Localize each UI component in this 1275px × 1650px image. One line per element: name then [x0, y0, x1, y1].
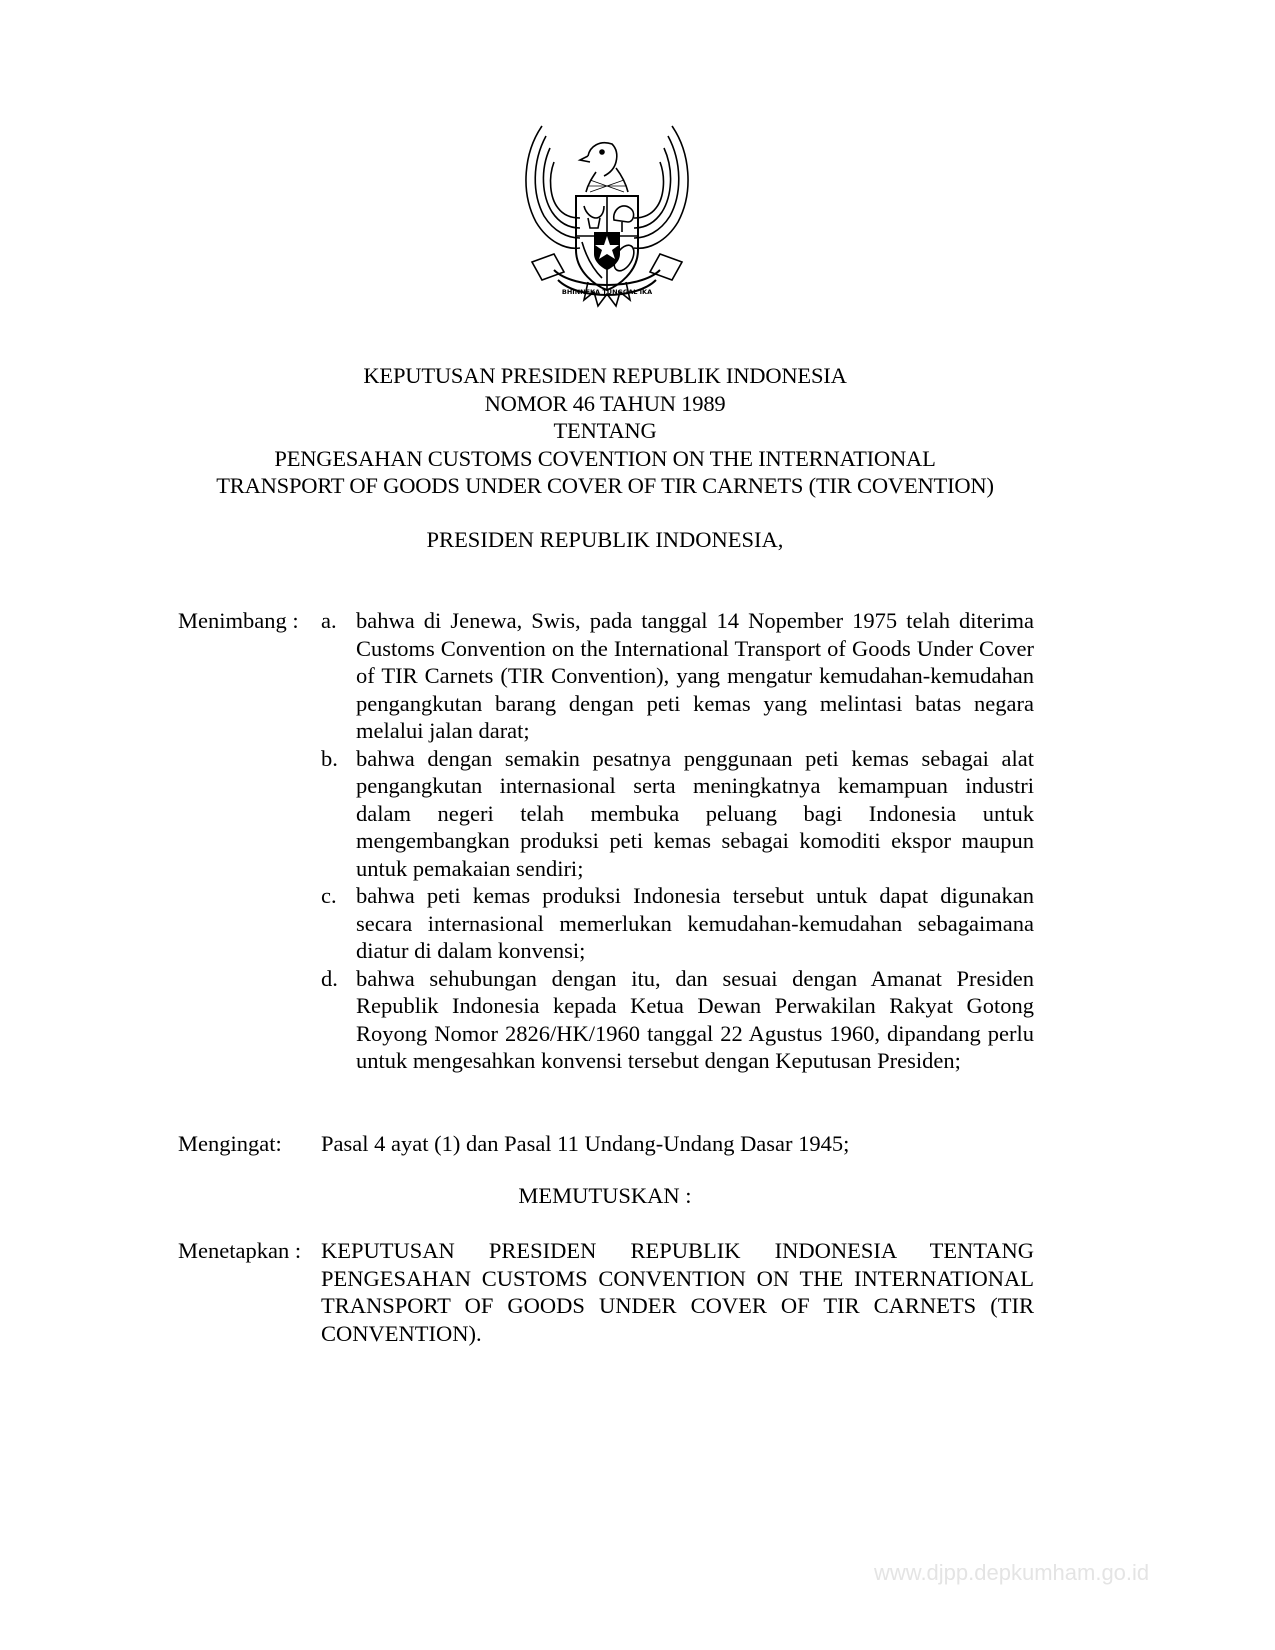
- list-item: [321, 965, 1034, 1075]
- watermark-url: www.djpp.depkumham.go.id: [874, 1560, 1150, 1585]
- title-line-about: TENTANG: [553, 418, 657, 443]
- garuda-emblem-icon: [518, 122, 696, 314]
- title-line-decree: KEPUTUSAN PRESIDEN REPUBLIK INDONESIA: [363, 363, 847, 388]
- list-item: [321, 882, 1034, 965]
- memutuskan-heading: MEMUTUSKAN :: [518, 1183, 692, 1208]
- title-line-subject-1: PENGESAHAN CUSTOMS COVENTION ON THE INTERNATIONAL: [274, 445, 936, 471]
- menimbang-label: Menimbang :: [178, 608, 299, 633]
- menimbang-list: [321, 607, 1034, 1075]
- title-line-subject-2: TRANSPORT OF GOODS UNDER COVER OF TIR CARNETS (TIR COVENTION): [216, 473, 994, 498]
- item-marker: c.: [321, 883, 337, 908]
- mengingat-label: Mengingat:: [178, 1131, 282, 1156]
- menetapkan-label: Menetapkan :: [178, 1238, 302, 1263]
- item-text: bahwa dengan semakin pesatnya penggunaan peti kemas sebagai alat pengangkutan internasional serta meningkatnya kemampuan industri dalam negeri telah membuka peluang bagi Indonesia untuk mengembangkan produksi peti kemas sebagai komoditi ekspor maupun untuk pemakaian sendiri;: [356, 745, 1034, 881]
- item-text: bahwa peti kemas produksi Indonesia tersebut untuk dapat digunakan secara internasional memerlukan kemudahan-kemudahan sebagaimana diatur di dalam konvensi;: [356, 883, 1034, 963]
- item-marker: d.: [321, 965, 338, 991]
- title-line-number: NOMOR 46 TAHUN 1989: [484, 390, 726, 416]
- president-heading: PRESIDEN REPUBLIK INDONESIA,: [426, 527, 784, 552]
- item-marker: b.: [321, 745, 338, 771]
- list-item: [321, 607, 1034, 745]
- item-marker: a.: [321, 608, 337, 633]
- item-text: bahwa di Jenewa, Swis, pada tanggal 14 Nopember 1975 telah diterima Customs Convention on the International Transport of Goods Under Cover of TIR Carnets (TIR Convention), yang mengatur kemudahan-kemudahan pengangkutan barang dengan peti kemas yang melintasi batas negara melalui jalan darat;: [356, 608, 1034, 743]
- mengingat-text: Pasal 4 ayat (1) dan Pasal 11 Undang-Undang Dasar 1945;: [321, 1131, 850, 1156]
- list-item: [321, 745, 1034, 883]
- item-text: bahwa sehubungan dengan itu, dan sesuai dengan Amanat Presiden Republik Indonesia kepada Ketua Dewan Perwakilan Rakyat Gotong Royong Nomor 2826/HK/1960 tanggal 22 Agustus 1960, dipandang perlu untuk mengesahkan konvensi tersebut dengan Keputusan Presiden;: [356, 965, 1034, 1073]
- svg-text:BHINNEKA TUNGGAL IKA: BHINNEKA TUNGGAL IKA: [561, 288, 653, 296]
- menetapkan-text: KEPUTUSAN PRESIDEN REPUBLIK INDONESIA TENTANG PENGESAHAN CUSTOMS CONVENTION ON THE INTERNATIONAL TRANSPORT OF GOODS UNDER COVER OF TIR CARNETS (TIR CONVENTION).: [321, 1238, 1034, 1346]
- document-title-block: [0, 362, 1210, 500]
